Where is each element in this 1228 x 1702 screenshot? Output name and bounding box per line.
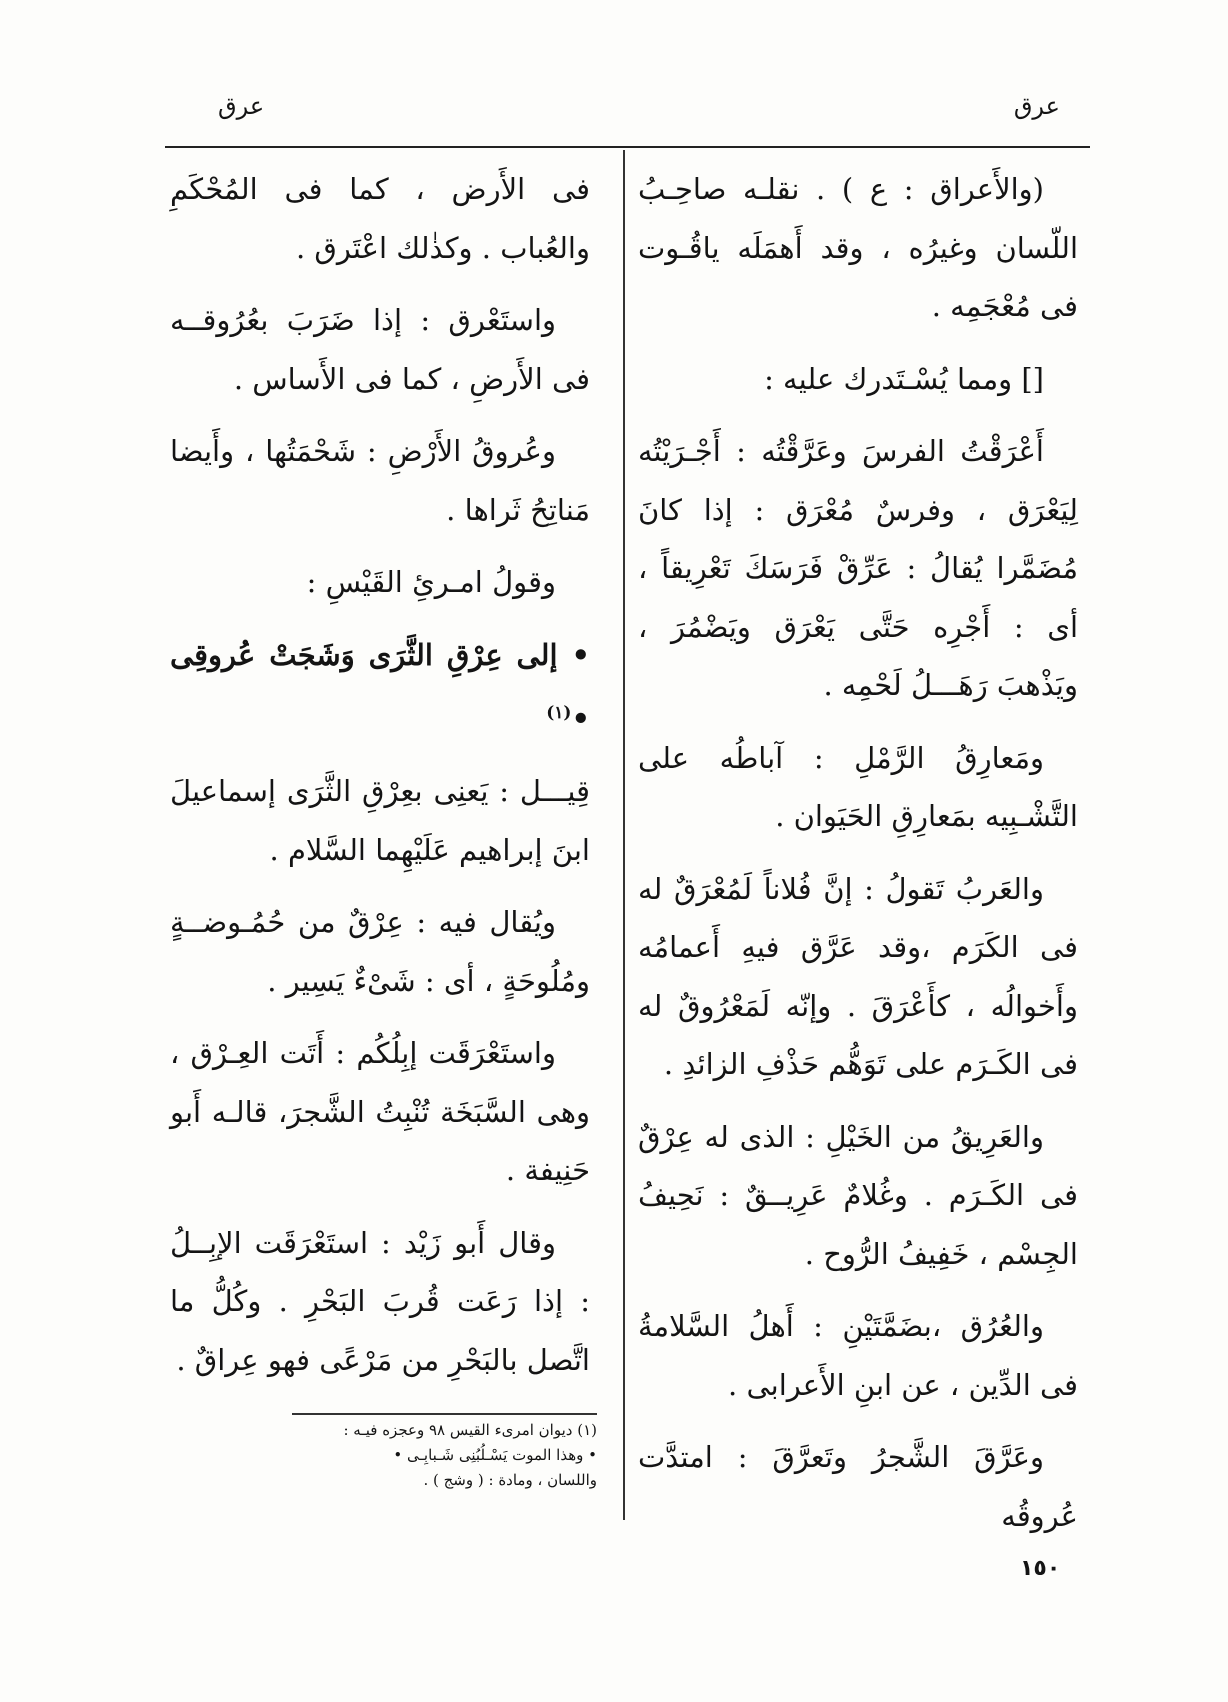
footnotes xyxy=(190,1418,597,1493)
column-divider xyxy=(623,150,625,1520)
footnote-rule xyxy=(292,1413,597,1415)
entry-paragraph: وعُروقُ الأَرْضِ : شَحْمَتُها ، وأَيضا مَناتِحُ ثَراها . xyxy=(170,434,590,527)
entry-paragraph: وقال أَبو زَيْد : استَعْرَقَت الإبِــلُ : إذا رَعَت قُربَ البَحْرِ . وكُلُّ ما اتَّصل بالبَحْرِ من مَرْعًى فهو عِراقٌ . xyxy=(170,1225,590,1377)
entry-paragraph: واستَعْرَقَت إبِلُكُم : أَتَت العِـرْق ، وهى السَّبَخَة تُنْبِتُ الشَّجرَ، قالـه أَبو حَنِيفة . xyxy=(170,1036,590,1188)
entry-paragraph: وعَرَّقَ الشَّجرُ وتَعرَّقَ : امتدَّت عُروقُه xyxy=(638,1440,1078,1533)
entry-paragraph: ومَعارِقُ الرَّمْلِ : آباطُه على التَّشْـبِيه بمَعارِقِ الحَيَوان . xyxy=(638,740,1078,833)
header-rule xyxy=(165,146,1090,148)
entry-paragraph: فى الأَرض ، كما فى المُحْكَمِ والعُباب . وكذٰلك اعْتَرق . xyxy=(170,172,590,265)
verse-text: • إلى عِرْقِ الثَّرَى وَشَجَتْ عُروقِى • xyxy=(170,637,590,736)
entry-paragraph: (والأَعراق : ع ) . نقلـه صاحِـبُ اللّسان وغيرُه ، وقد أَهمَلَه ياقُـوت فى مُعْجَمِه . xyxy=(638,172,1078,323)
footnote-reference: (١) xyxy=(546,703,572,723)
entry-paragraph: والعُرُق ،بضَمَّتَيْنِ : أَهلُ السَّلامةُ فى الدِّين ، عن ابنِ الأَعرابى . xyxy=(638,1309,1078,1402)
entry-paragraph: أَعْرَقْتُ الفرسَ وعَرَّقْتُه : أَجْـرَيْتُه لِيَعْرَق ، وفرسٌ مُعْرَق : إذا كانَ مُضَمَّرا يُقالُ : عَرِّقْ فَرَسَكَ تَعْرِيقاً ، أى : أَجْرِه حَتَّى يَعْرَق ويَضْمُرَ ، ويَذْهبَ رَهَـــلُ لَحْمِه . xyxy=(638,434,1078,702)
entry-paragraph: والعَرِيقُ من الخَيْلِ : الذى له عِرْقٌ فى الكَـرَم . وغُلامٌ عَرِيــقٌ : نَحِيفُ الجِسْم ، خَفِيفُ الرُّوح . xyxy=(638,1119,1078,1271)
footnote-line: واللسان ، ومادة : ( وشج ) . xyxy=(423,1471,597,1489)
entry-paragraph: واستَعْرق : إذا ضَرَبَ بعُرُوقــه فى الأَرضِ ، كما فى الأَساس . xyxy=(170,303,590,396)
running-head-right: عرق xyxy=(1013,92,1060,120)
entry-paragraph: والعَربُ تَقولُ : إنَّ فُلاناً لَمُعْرَقٌ له فى الكَرَم ،وقد عَرَّق فيهِ أَعمامُه وأَخوالُه ، كأَعْرَقَ . وإنّه لَمَعْرُوقٌ له فى الكَـرَم على تَوَهُّم حَذْفِ الزائدِ . xyxy=(638,871,1078,1081)
entry-paragraph: [] ومما يُسْـتَدرك عليه : xyxy=(764,361,1044,396)
entry-paragraph: قِيـــل : يَعنِى بعِرْقِ الثَّرَى إسماعيلَ ابنَ إبراهيم عَلَيْهِما السَّلام . xyxy=(170,774,590,867)
entry-paragraph: ويُقال فيه : عِرْقٌ من حُمُـوضــةٍ ومُلُوحَةٍ ، أى : شَىْءٌ يَسِير . xyxy=(170,905,590,998)
right-column xyxy=(638,160,1078,1559)
poetry-verse xyxy=(170,626,590,749)
footnote-line: (١) ديوان امرىء القيس ٩٨ وعجزه فيـه : xyxy=(343,1421,597,1439)
entry-paragraph: وقولُ امـرئِ القَيْسِ : xyxy=(306,565,556,599)
running-head-left: عرق xyxy=(218,92,265,120)
footnote-line: • وهذا الموت يَسْـلُبُنِى شَـبابِـى • xyxy=(393,1446,597,1464)
left-column xyxy=(170,160,590,1403)
page-number: ١٥٠ xyxy=(1020,1556,1061,1581)
